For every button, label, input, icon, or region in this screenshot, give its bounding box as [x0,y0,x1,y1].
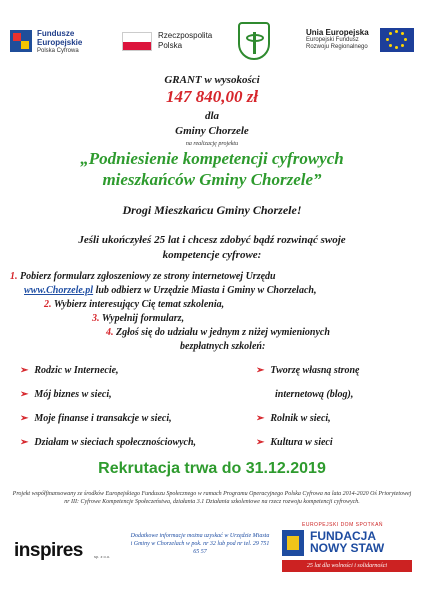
topic-item: ➢ Kultura w sieci [256,437,333,448]
greeting: Drogi Mieszkańcu Gminy Chorzele! [122,203,302,217]
poland-flag-icon [122,32,152,51]
chorzele-link[interactable]: www.Chorzele.pl [24,285,94,296]
arrow-bullet-icon: ➢ [20,413,29,424]
arrow-bullet-icon: ➢ [20,365,29,376]
eu-flag-icon [380,28,414,52]
project-title-line1: „Podniesienie kompetencji cyfrowych [80,149,344,168]
funding-footnote: Projekt współfinansowany ze środków Europejskiego Funduszu Społecznego w ramach Programu Operacyjnego Polska Cyfrowa na lata 2014-2020 Oś Priorytetowej nr III: Cyfrowe Kompetencje Społeczeństwa, działania 3.1 Działania szkoleniowe na rzecz rozwoju kompetencji cyfrowych. [12,491,412,505]
gmina-coat-of-arms-icon [238,22,274,64]
rp-title: Rzeczpospolita Polska [158,31,213,50]
intro-line2: kompetencje cyfrowe: [162,249,262,261]
inspires-sub: sp. z o.o. [94,554,111,559]
ue-subtitle: Europejski Fundusz Rozwoju Regionalnego [306,37,368,50]
grant-for: dla [204,110,220,122]
fundusze-europejskie-logo [10,22,122,64]
fundacja-icon [282,530,304,556]
fundacja-banner: 25 lat dla wolności i solidarności [282,560,412,572]
arrow-bullet-icon: ➢ [20,389,29,400]
grant-label: GRANT w wysokości [164,74,260,86]
fe-subtitle: Polska Cyfrowa [37,48,79,54]
topic-item: ➢ Rodzic w Internecie, [20,365,119,376]
fe-mark-icon [10,30,32,52]
project-title-line2: mieszkańców Gminy Chorzele” [102,170,322,189]
arrow-bullet-icon: ➢ [256,365,265,376]
topic-item: ➢ Moje finanse i transakcje w sieci, [20,413,172,424]
topic-item: ➢ Rolnik w sieci, [256,413,331,424]
gmina-name: Gminy Chorzele [175,125,249,137]
topic-item: ➢ Mój biznes w sieci, [20,389,112,400]
arrow-bullet-icon: ➢ [256,413,265,424]
inspires-logo: inspires [14,540,83,561]
intro-line1: Jeśli ukończyłeś 25 lat i chcesz zdobyć bądź rozwinąć swoje [78,234,346,246]
rzeczpospolita-logo [122,22,232,64]
step-1-cont: www.Chorzele.pl lub odbierz w Urzędzie Miasta i Gminy w Chorzelach, [24,285,317,296]
recruitment-deadline: Rekrutacja trwa do 31.12.2019 [98,460,326,477]
arrow-bullet-icon: ➢ [256,437,265,448]
project-label: na realizację projektu [185,141,239,147]
step-4-cont: bezpłatnych szkoleń: [180,341,266,352]
step-4: 4. Zgłoś się do udziału w jednym z niżej wymienionych [106,327,330,338]
contact-info: Dodatkowe informacje można uzyskać w Urzędzie Miasta i Gminy w Chorzelach w pok. nr 32 lub pod nr tel. 29 751 65 57 [130,533,270,555]
topic-item-cont: internetową (blog), [275,389,354,400]
step-3: 3. Wypełnij formularz, [92,313,185,324]
topic-item: ➢ Tworzę własną stronę [256,365,360,376]
fundacja-top: EUROPEJSKI DOM SPOTKAŃ [302,522,384,528]
fundacja-name1: FUNDACJA [310,529,376,543]
arrow-bullet-icon: ➢ [20,437,29,448]
unia-europejska-logo [306,22,414,64]
grant-amount: 147 840,00 zł [165,87,259,106]
step-1: 1. Pobierz formularz zgłoszeniowy ze strony internetowej Urzędu [10,271,276,282]
fe-title: Fundusze Europejskie [37,29,83,47]
fundacja-name2: NOWY STAW [310,541,385,555]
ue-title: Unia Europejska [306,28,369,37]
fundacja-nowy-staw-logo [282,522,412,578]
topic-item: ➢ Działam w sieciach społecznościowych, [20,437,197,448]
step-2: 2. Wybierz interesujący Cię temat szkolenia, [44,299,225,310]
logo-strip [10,22,414,64]
footer [0,520,424,590]
